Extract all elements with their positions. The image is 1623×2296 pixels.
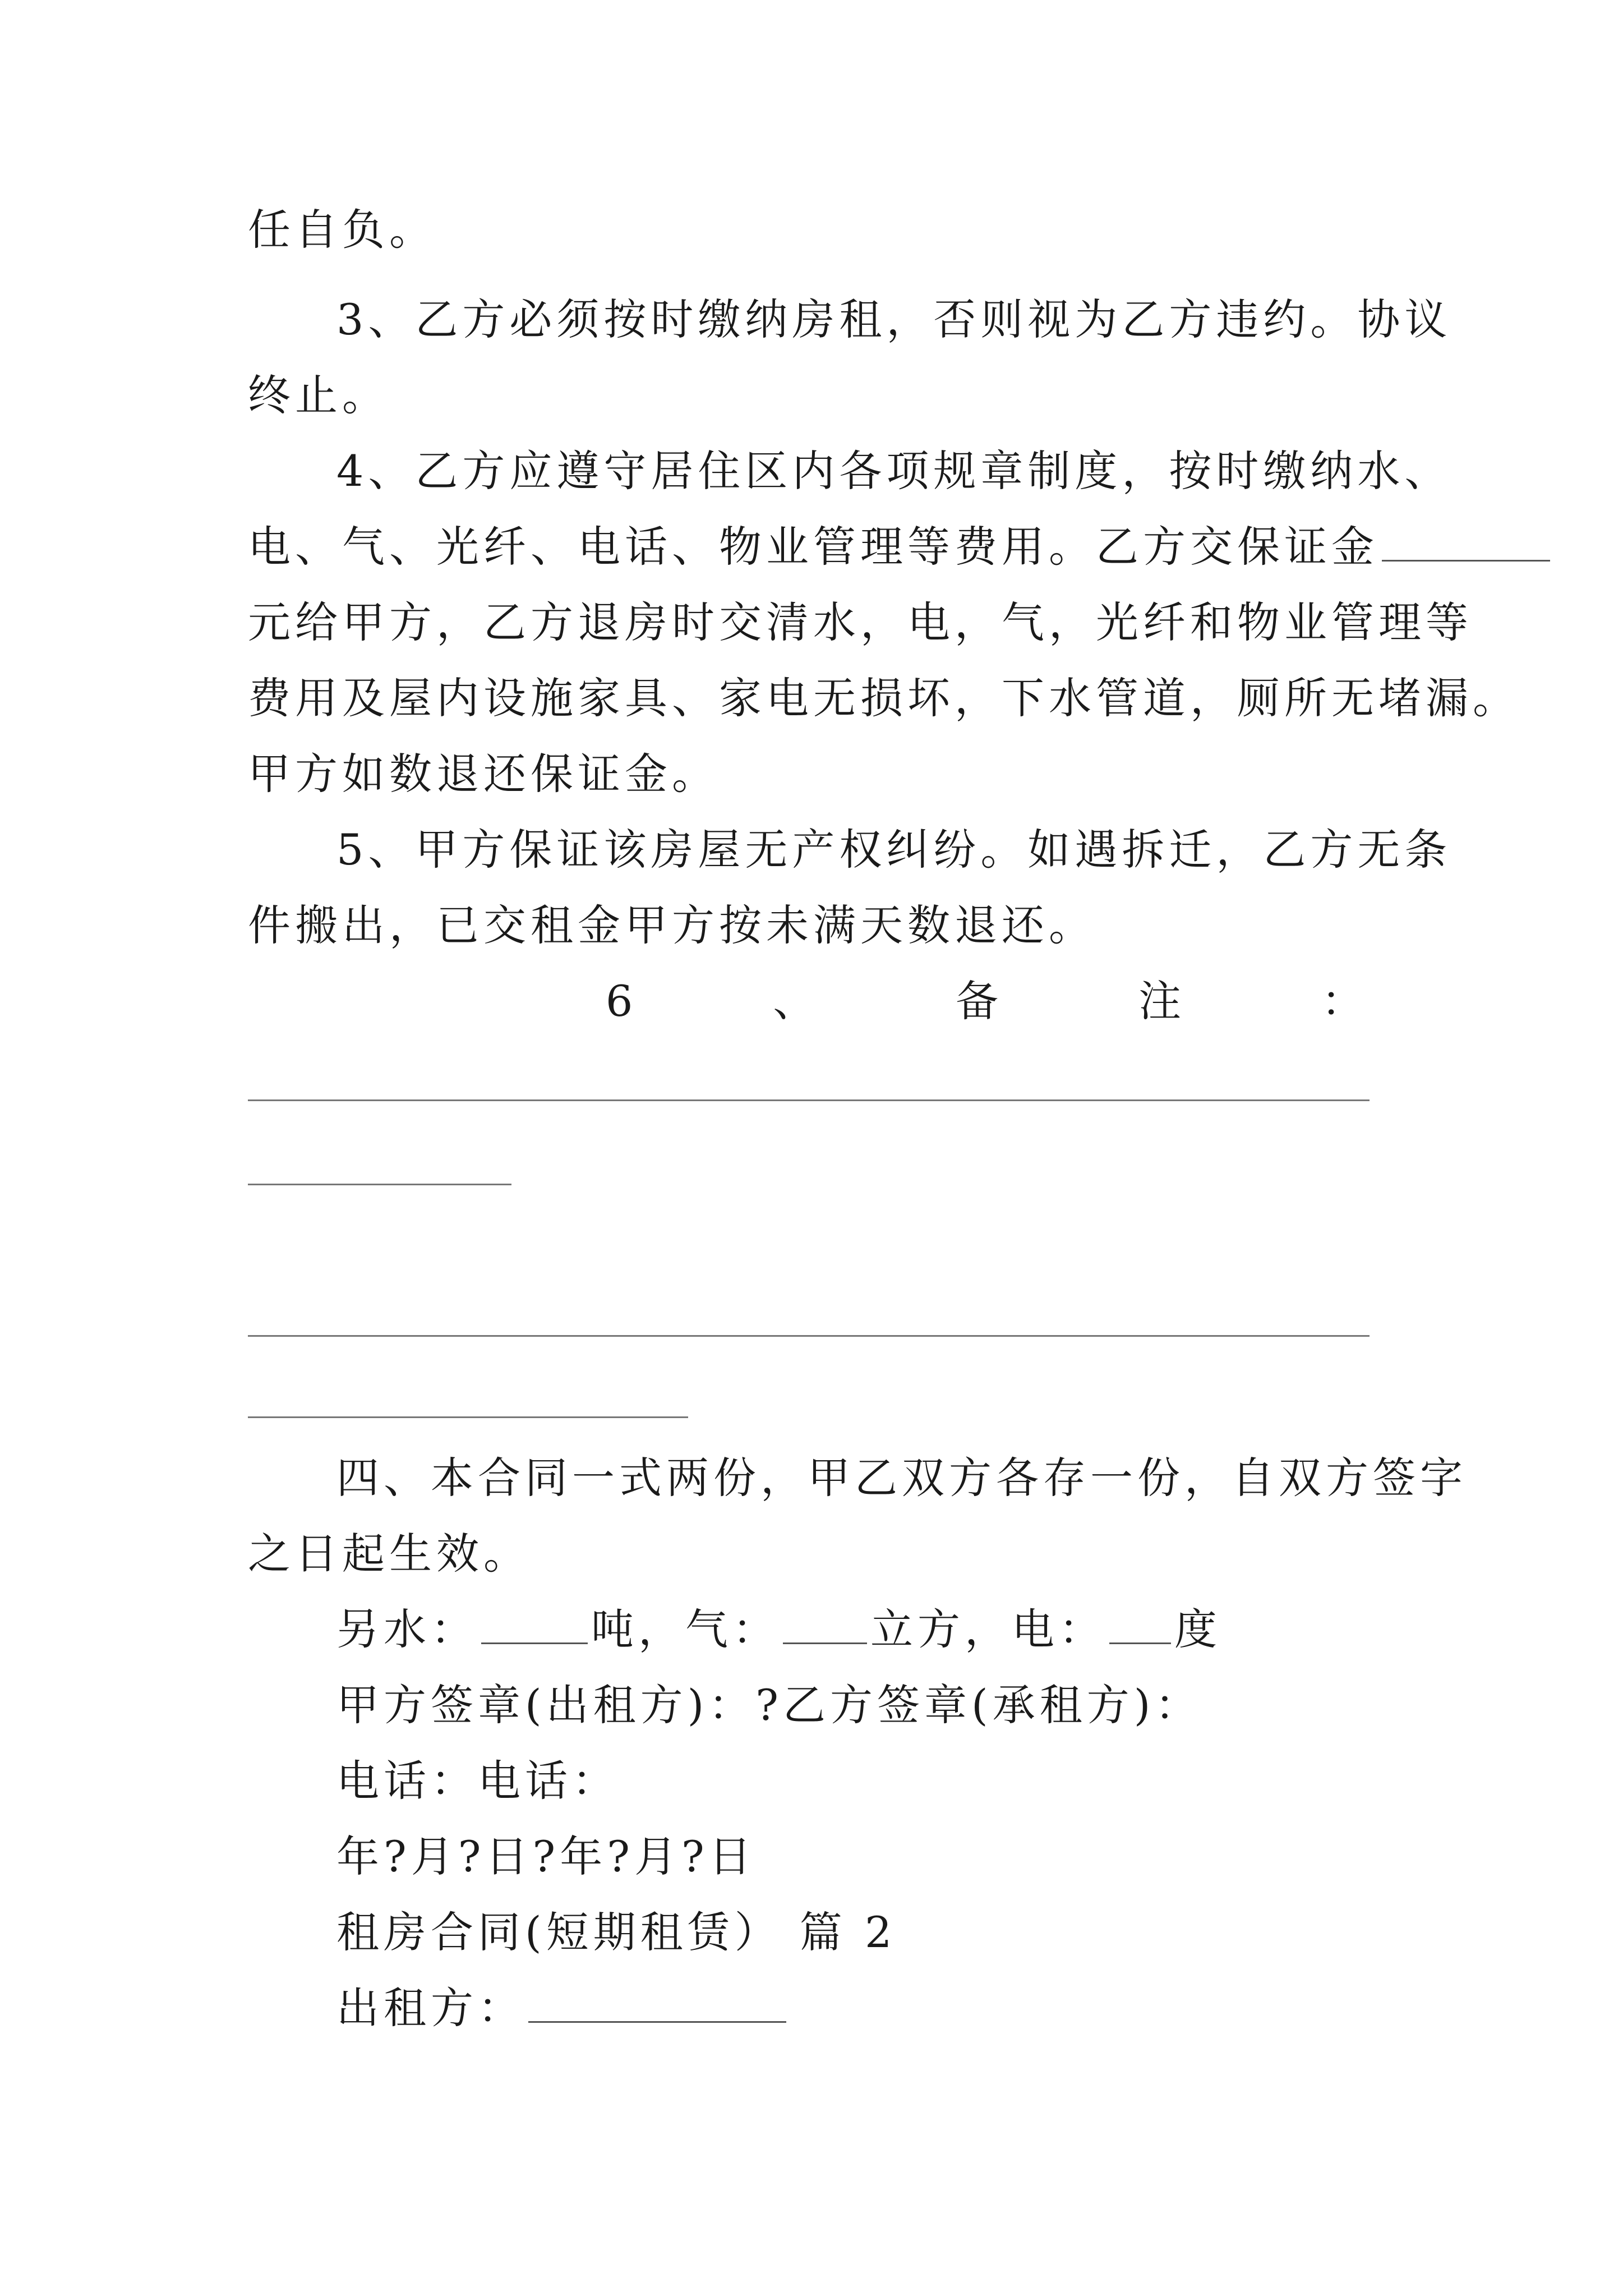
water-blank: [481, 1603, 588, 1644]
clause-4: 4、乙方应遵守居住区内各项规章制度，按时缴纳水、: [336, 446, 1452, 496]
phone-line: 电话：电话：: [336, 1756, 619, 1806]
text-line: 终止。: [248, 370, 389, 420]
remark-char: ：: [1321, 976, 1368, 1026]
text-line: 费用及屋内设施家具、家电无损坏，下水管道，厕所无堵漏。: [248, 673, 1520, 723]
lessor-label: 出租方：: [336, 1983, 525, 2033]
remark-char: 6: [606, 976, 638, 1026]
text-line: 甲方如数退还保证金。: [248, 749, 719, 799]
electricity-blank: [1109, 1603, 1171, 1644]
gas-blank: [783, 1603, 867, 1644]
clause-four: 四、本合同一式两份，甲乙双方各存一份，自双方签字: [336, 1453, 1467, 1503]
lessor-blank: [528, 1982, 786, 2023]
remark-blank-line: [248, 1335, 1370, 1337]
text-line: 之日起生效。: [248, 1529, 531, 1579]
text-line: 元给甲方，乙方退房时交清水，电，气，光纤和物业管理等: [248, 597, 1473, 647]
text-segment: 电、气、光纤、电话、物业管理等费用。乙方交保证金: [248, 522, 1378, 572]
remark-heading: [606, 973, 1368, 1029]
text-line: [248, 519, 1392, 575]
water-unit: 吨，气：: [591, 1604, 780, 1654]
lessor-line: [336, 1980, 1392, 2036]
text-line: 任自负。: [248, 205, 436, 255]
remark-blank-line: [248, 1099, 1370, 1101]
remark-char: 、: [773, 976, 820, 1026]
remark-blank-line: [248, 1416, 688, 1418]
remark-blank-line: [248, 1184, 511, 1185]
utilities-line: [336, 1602, 1392, 1658]
text-line: 件搬出，已交租金甲方按未满天数退还。: [248, 900, 1096, 950]
clause-3: 3、乙方必须按时缴纳房租，否则视为乙方违约。协议: [336, 295, 1452, 344]
utilities-prefix: 另水：: [336, 1604, 478, 1654]
clause-5: 5、甲方保证该房屋无产权纠纷。如遇拆迁，乙方无条: [336, 825, 1452, 875]
remark-char: 注: [1138, 976, 1186, 1026]
gas-unit: 立方，电：: [870, 1604, 1106, 1654]
signature-line: 甲方签章(出租方)：?乙方签章(承租方)：: [336, 1680, 1202, 1730]
deposit-blank: [1382, 521, 1550, 562]
electricity-unit: 度: [1174, 1604, 1221, 1654]
remark-char: 备: [956, 976, 1003, 1026]
date-line: 年?月?日?年?月?日: [336, 1832, 756, 1881]
section-title: 租房合同(短期租赁） 篇 2: [336, 1907, 897, 1957]
